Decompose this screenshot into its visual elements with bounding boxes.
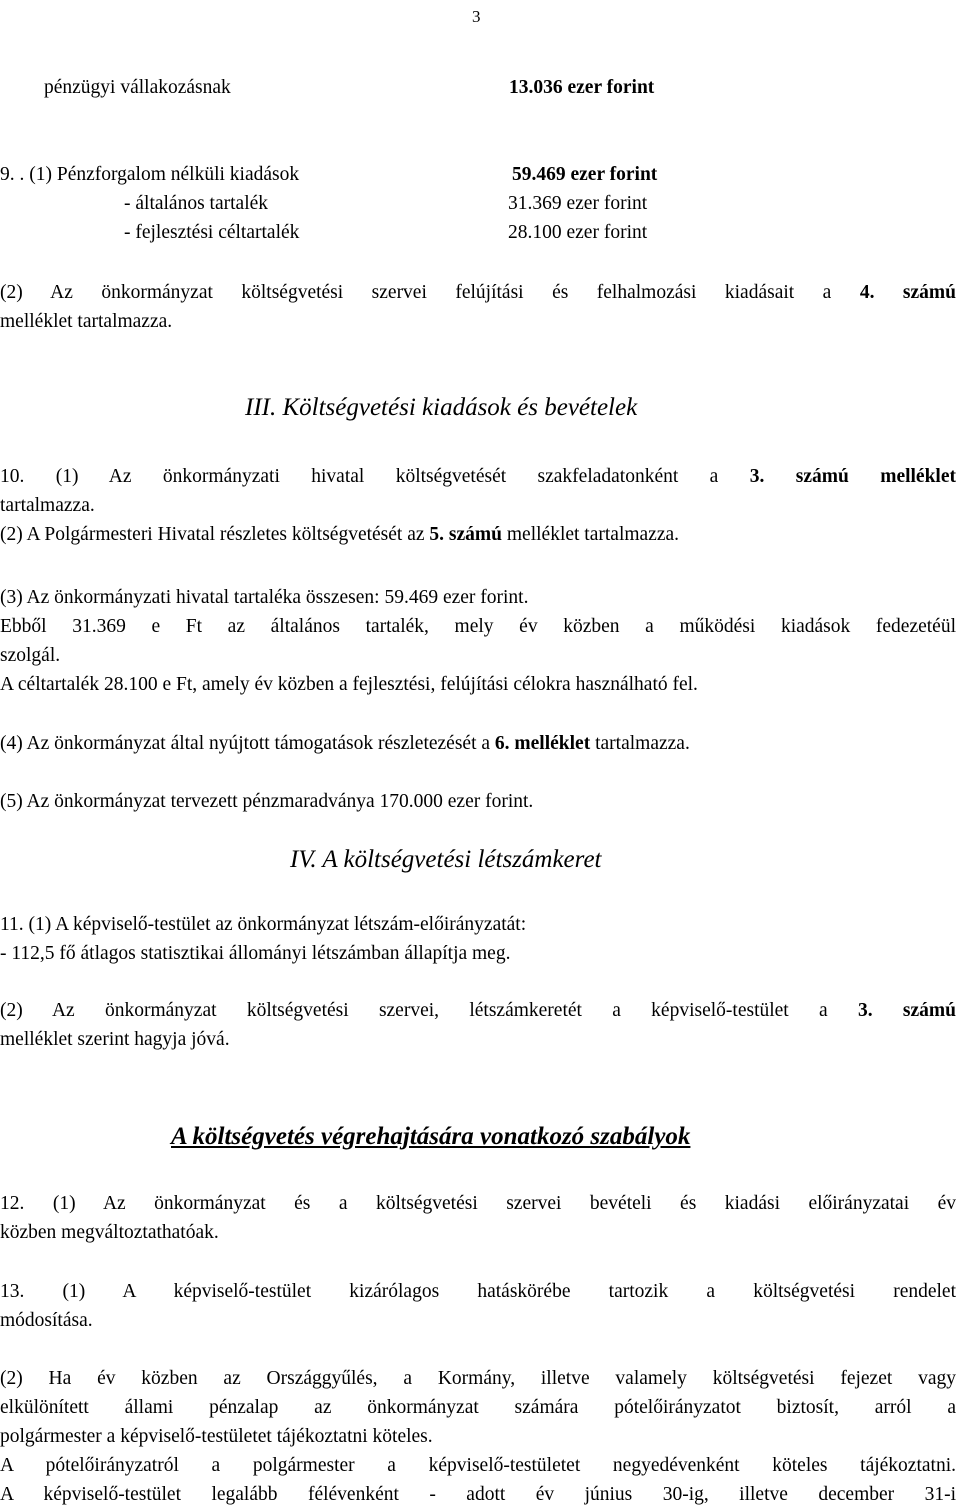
section-heading: IV. A költségvetési létszámkeret xyxy=(290,846,602,873)
text-line: (5) Az önkormányzat tervezett pénzmaradványa 170.000 ezer forint. xyxy=(0,791,534,812)
text-line: (3) Az önkormányzati hivatal tartaléka összesen: 59.469 ezer forint. xyxy=(0,587,529,608)
text-line: pénzügyi vállakozásnak xyxy=(44,77,231,98)
section-heading: A költségvetés végrehajtására vonatkozó szabályok xyxy=(171,1123,691,1150)
paragraph-line: 13. (1) A képviselő-testület kizárólagos hatáskörébe tartozik a költségvetési rendelet xyxy=(0,1281,956,1302)
paragraph-line: A képviselő-testület legalább félévenként - adott év június 30-ig, illetve december 31-i xyxy=(0,1484,956,1505)
amount-value: 31.369 ezer forint xyxy=(508,193,648,214)
text-line: - 112,5 fő átlagos statisztikai állományi létszámban állapítja meg. xyxy=(0,943,511,964)
paragraph-line: 12. (1) Az önkormányzat és a költségvetési szervei bevételi és kiadási előirányzatai év xyxy=(0,1193,956,1214)
paragraph-line: A pótelőirányzatról a polgármester a képviselő-testületet negyedévenként köteles tájékoztatni. xyxy=(0,1455,956,1476)
text-line: 11. (1) A képviselő-testület az önkormányzat létszám-előirányzatát: xyxy=(0,914,527,935)
paragraph-line: (2) Ha év közben az Országgyűlés, a Kormány, illetve valamely költségvetési fejezet vagy xyxy=(0,1368,956,1389)
text-line: polgármester a képviselő-testületet tájékoztatni köteles. xyxy=(0,1426,433,1447)
page-number: 3 xyxy=(472,7,481,26)
text-line: tartalmazza. xyxy=(0,495,95,516)
text-line: (4) Az önkormányzat által nyújtott támogatások részletezését a 6. melléklet tartalmazza. xyxy=(0,733,690,754)
text-line: - fejlesztési céltartalék xyxy=(124,222,300,243)
text-line: (2) A Polgármesteri Hivatal részletes költségvetését az 5. számú melléklet tartalmazza. xyxy=(0,524,680,545)
paragraph-line: (2) Az önkormányzat költségvetési szervei felújítási és felhalmozási kiadásait a 4. számú xyxy=(0,282,956,303)
text-line: 9. . (1) Pénzforgalom nélküli kiadások xyxy=(0,164,300,185)
amount-value: 28.100 ezer forint xyxy=(508,222,648,243)
paragraph-line: elkülönített állami pénzalap az önkormányzat számára pótelőirányzatot biztosít, arról a xyxy=(0,1397,956,1418)
paragraph-line: (2) Az önkormányzat költségvetési szervei, létszámkeretét a képviselő-testület a 3. számú xyxy=(0,1000,956,1021)
text-line: A céltartalék 28.100 e Ft, amely év közben a fejlesztési, felújítási célokra használható fel. xyxy=(0,674,698,695)
text-line: szolgál. xyxy=(0,645,61,666)
amount-value: 59.469 ezer forint xyxy=(512,164,658,185)
text-line: közben megváltoztathatóak. xyxy=(0,1222,219,1243)
paragraph-line: 10. (1) Az önkormányzati hivatal költségvetését szakfeladatonként a 3. számú melléklet xyxy=(0,466,956,487)
section-heading: III. Költségvetési kiadások és bevételek xyxy=(245,394,638,421)
paragraph-line: Ebből 31.369 e Ft az általános tartalék, mely év közben a működési kiadások fedezetéül xyxy=(0,616,956,637)
text-line: melléklet tartalmazza. xyxy=(0,311,173,332)
text-line: módosítása. xyxy=(0,1310,93,1331)
text-line: - általános tartalék xyxy=(124,193,269,214)
text-line: melléklet szerint hagyja jóvá. xyxy=(0,1029,230,1050)
amount-value: 13.036 ezer forint xyxy=(509,77,655,98)
